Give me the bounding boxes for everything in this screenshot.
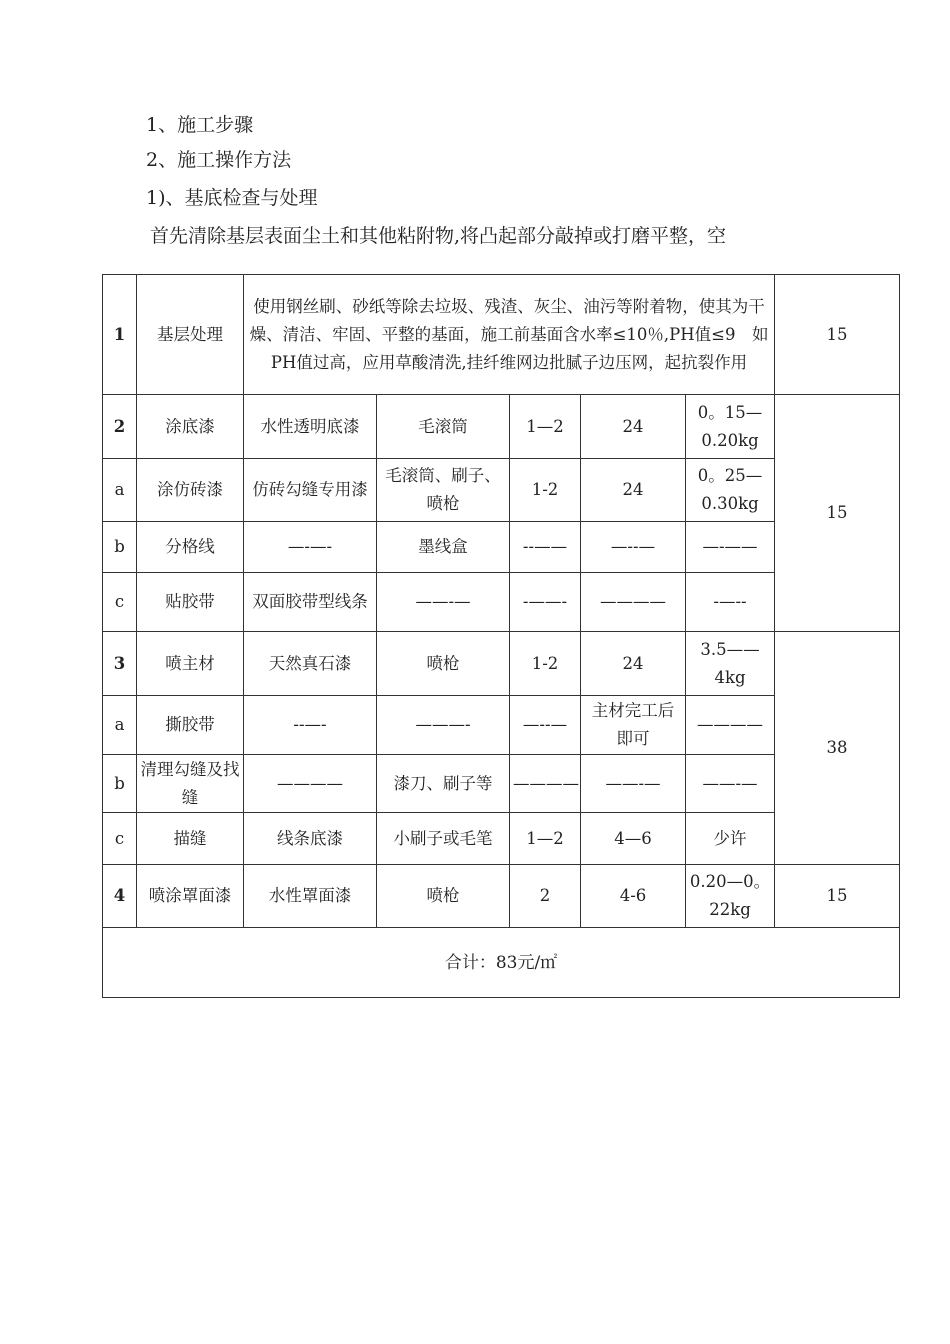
material: --—- (244, 696, 377, 755)
table-row (103, 395, 900, 459)
intro-paragraph: 首先清除基层表面尘土和其他粘附物,将凸起部分敲掉或打磨平整，空 (150, 225, 727, 247)
tool: ——-— (377, 573, 510, 632)
material: 仿砖勾缝专用漆 (244, 459, 377, 522)
table-row (103, 275, 900, 395)
step-description: 使用钢丝刷、砂纸等除去垃圾、残渣、灰尘、油污等附着物，使其为干燥、清洁、牢固、平整的基面，施工前基面含水率≤10％,PH值≤9 如PH值过高，应用草酸清洗,挂纤维网边批腻子边压网，起抗裂作用 (244, 275, 775, 395)
coats: --—— (510, 522, 581, 573)
material: 水性罩面漆 (244, 865, 377, 928)
row-number: b (103, 522, 137, 573)
tool: 毛滚筒、刷子、喷枪 (377, 459, 510, 522)
step-name: 涂仿砖漆 (137, 459, 244, 522)
step-name: 撕胶带 (137, 696, 244, 755)
step-name: 分格线 (137, 522, 244, 573)
coats: ———— (510, 755, 581, 813)
unit-price: 38 (775, 632, 900, 865)
coats: —--— (510, 696, 581, 755)
step-name: 涂底漆 (137, 395, 244, 459)
table-row (103, 928, 900, 998)
interval: 24 (581, 459, 686, 522)
tool: 漆刀、刷子等 (377, 755, 510, 813)
amount: -—-- (686, 573, 775, 632)
interval: 主材完工后即可 (581, 696, 686, 755)
row-number: 4 (103, 865, 137, 928)
coats: 2 (510, 865, 581, 928)
unit-price: 15 (775, 865, 900, 928)
amount: ——-— (686, 755, 775, 813)
heading-operation-method: 2、施工操作方法 (146, 149, 292, 171)
material: 线条底漆 (244, 813, 377, 865)
row-number: 3 (103, 632, 137, 696)
interval: 4-6 (581, 865, 686, 928)
unit-price: 15 (775, 395, 900, 632)
step-name: 基层处理 (137, 275, 244, 395)
table-row (103, 632, 900, 696)
interval: —--— (581, 522, 686, 573)
row-number: a (103, 459, 137, 522)
tool: 小刷子或毛笔 (377, 813, 510, 865)
material: 天然真石漆 (244, 632, 377, 696)
amount: 0。25—0.30kg (686, 459, 775, 522)
heading-construction-steps: 1、施工步骤 (146, 114, 254, 136)
heading-base-inspection: 1)、基底检查与处理 (146, 187, 318, 209)
material: 水性透明底漆 (244, 395, 377, 459)
row-number: 1 (103, 275, 137, 395)
material: —-—- (244, 522, 377, 573)
interval: ——-— (581, 755, 686, 813)
interval: 24 (581, 395, 686, 459)
amount: 少许 (686, 813, 775, 865)
coats: 1—2 (510, 395, 581, 459)
step-name: 描缝 (137, 813, 244, 865)
amount: —-—— (686, 522, 775, 573)
row-number: b (103, 755, 137, 813)
amount: 3.5——4kg (686, 632, 775, 696)
material: 双面胶带型线条 (244, 573, 377, 632)
step-name: 贴胶带 (137, 573, 244, 632)
step-name: 喷涂罩面漆 (137, 865, 244, 928)
amount: 0。15—0.20kg (686, 395, 775, 459)
amount: 0.20—0。22kg (686, 865, 775, 928)
row-number: a (103, 696, 137, 755)
tool: ———- (377, 696, 510, 755)
step-name: 喷主材 (137, 632, 244, 696)
row-number: c (103, 813, 137, 865)
interval: ———— (581, 573, 686, 632)
unit-price: 15 (775, 275, 900, 395)
tool: 墨线盒 (377, 522, 510, 573)
tool: 喷枪 (377, 632, 510, 696)
coats: 1—2 (510, 813, 581, 865)
construction-table (102, 274, 900, 998)
tool: 喷枪 (377, 865, 510, 928)
coats: -——- (510, 573, 581, 632)
table-row (103, 865, 900, 928)
total-price: 合计：83元/㎡ (103, 928, 900, 998)
row-number: c (103, 573, 137, 632)
amount: ———— (686, 696, 775, 755)
coats: 1-2 (510, 459, 581, 522)
coats: 1-2 (510, 632, 581, 696)
interval: 24 (581, 632, 686, 696)
material: ———— (244, 755, 377, 813)
tool: 毛滚筒 (377, 395, 510, 459)
step-name: 清理勾缝及找缝 (137, 755, 244, 813)
interval: 4—6 (581, 813, 686, 865)
row-number: 2 (103, 395, 137, 459)
